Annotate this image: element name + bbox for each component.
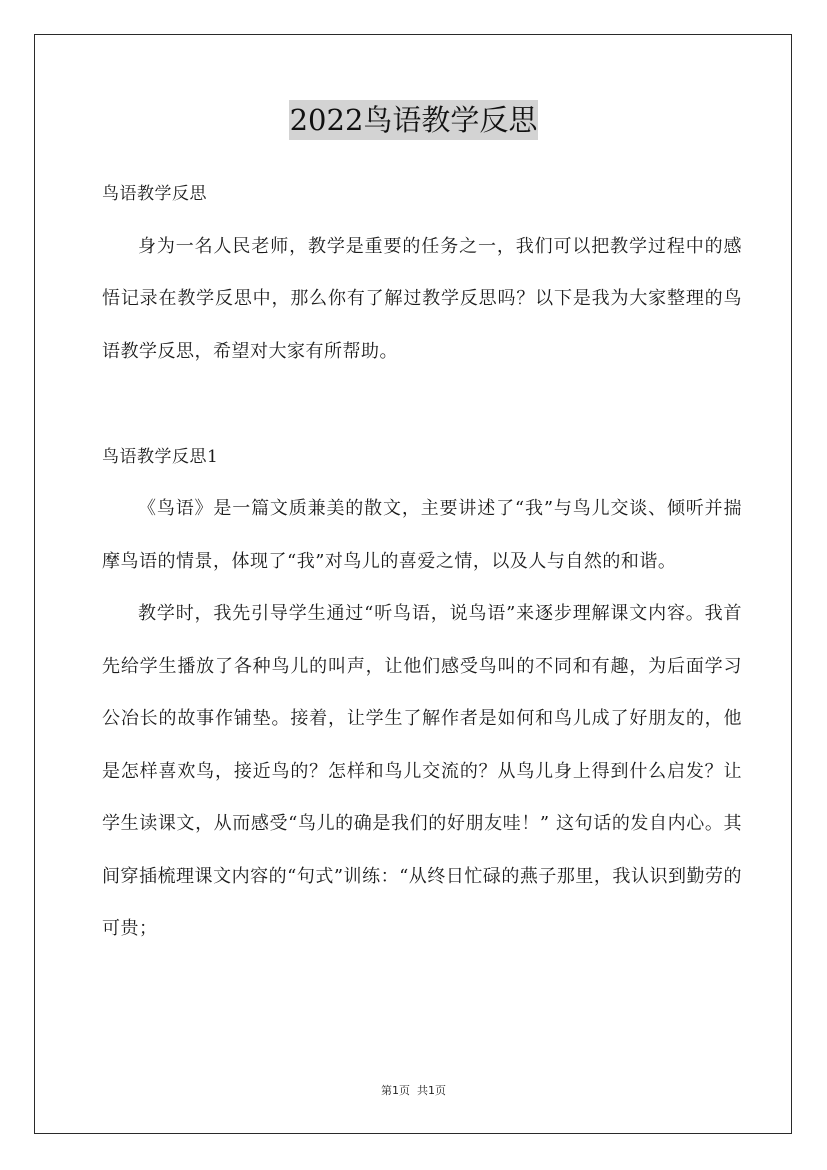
section-heading: 鸟语教学反思1 — [102, 446, 219, 467]
document-title: 2022鸟语教学反思 — [289, 100, 539, 140]
intro-paragraph: 身为一名人民老师，教学是重要的任务之一，我们可以把教学过程中的感悟记录在教学反思中，那么你有了解过教学反思吗？以下是我为大家整理的鸟语教学反思，希望对大家有所帮助。 — [102, 235, 742, 362]
blank-line — [102, 378, 742, 431]
page-footer: 第1页 共1页 — [381, 1084, 446, 1097]
title-container — [0, 100, 827, 140]
document-body — [102, 168, 742, 956]
section-paragraph-2: 教学时，我先引导学生通过“听鸟语，说鸟语”来逐步理解课文内容。我首先给学生播放了各种鸟儿的叫声，让他们感受鸟叫的不同和有趣，为后面学习公冶长的故事作铺垫。接着，让学生了解作者是如何和鸟儿成了好朋友的，他是怎样喜欢鸟，接近鸟的？怎样和鸟儿交流的？从鸟儿身上得到什么启发？让学生读课文，从而感受“鸟儿的确是我们的好朋友哇！” 这句话的发自内心。其间穿插梳理课文内容的“句式”训练：“从终日忙碌的燕子那里，我认识到勤劳的可贵； — [102, 603, 742, 939]
intro-heading: 鸟语教学反思 — [102, 184, 207, 204]
section-paragraph-1: 《鸟语》是一篇文质兼美的散文，主要讲述了“我”与鸟儿交谈、倾听并揣摩鸟语的情景，体现了“我”对鸟儿的喜爱之情，以及人与自然的和谐。 — [102, 498, 742, 572]
